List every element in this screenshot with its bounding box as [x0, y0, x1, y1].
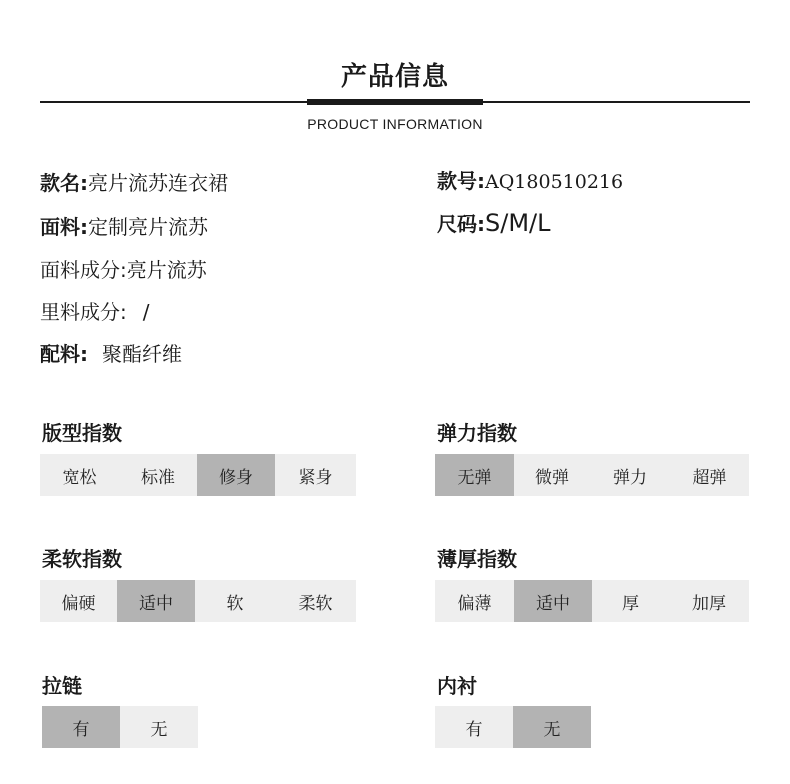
softness-index-title: 柔软指数 — [42, 547, 122, 571]
lining-composition-value: / — [142, 300, 150, 324]
style-no-value: AQ180510216 — [485, 171, 624, 193]
fit-option-tight: 紧身 — [275, 454, 356, 496]
lining-composition-label: 里料成分: — [40, 300, 127, 324]
fabric-label: 面料: — [40, 215, 88, 239]
softness-option-very-soft: 柔软 — [275, 580, 356, 622]
lining-composition-row — [40, 296, 150, 325]
thickness-option-medium: 适中 — [514, 580, 592, 622]
page-title: 产品信息 — [340, 62, 449, 92]
softness-index-scale — [40, 580, 356, 622]
fabric-value: 定制亮片流苏 — [88, 215, 208, 239]
fabric-composition-value: 亮片流苏 — [126, 258, 207, 282]
fit-option-loose: 宽松 — [40, 454, 119, 496]
style-name-value: 亮片流苏连衣裙 — [88, 171, 228, 195]
size-row — [437, 208, 550, 237]
fit-option-slim: 修身 — [197, 454, 275, 496]
fabric-composition-row — [40, 254, 207, 283]
lining-scale — [435, 706, 591, 748]
elasticity-index-title: 弹力指数 — [437, 421, 517, 445]
lining-title: 内衬 — [437, 674, 477, 698]
thickness-option-extra-thick: 加厚 — [669, 580, 749, 622]
elasticity-option-slight: 微弹 — [514, 454, 590, 496]
zipper-option-no: 无 — [120, 706, 198, 748]
elasticity-index-scale — [435, 454, 749, 496]
thickness-index-scale — [435, 580, 749, 622]
fit-index-title: 版型指数 — [42, 421, 122, 445]
title-underline-accent — [307, 99, 483, 105]
elasticity-option-super: 超弹 — [670, 454, 749, 496]
fit-index-scale — [40, 454, 356, 496]
size-value: S/M/L — [485, 209, 551, 237]
accessory-label: 配料: — [40, 342, 88, 366]
zipper-title: 拉链 — [42, 674, 82, 698]
thickness-option-thick: 厚 — [592, 580, 669, 622]
lining-option-yes: 有 — [435, 706, 513, 748]
elasticity-option-none: 无弹 — [435, 454, 514, 496]
size-label: 尺码: — [437, 212, 485, 236]
fit-option-standard: 标准 — [119, 454, 197, 496]
style-no-label: 款号: — [437, 169, 485, 193]
fabric-composition-label: 面料成分: — [40, 258, 127, 282]
elasticity-option-stretch: 弹力 — [590, 454, 670, 496]
thickness-index-title: 薄厚指数 — [437, 547, 517, 571]
style-name-row — [40, 167, 228, 196]
page-subtitle: PRODUCT INFORMATION — [307, 116, 483, 132]
fabric-row — [40, 211, 208, 240]
softness-option-hard: 偏硬 — [40, 580, 117, 622]
accessory-value: 聚酯纤维 — [102, 342, 182, 366]
style-name-label: 款名: — [40, 171, 88, 195]
lining-option-no: 无 — [513, 706, 591, 748]
thickness-option-thin: 偏薄 — [435, 580, 514, 622]
style-no-row — [437, 165, 623, 194]
softness-option-medium: 适中 — [117, 580, 195, 622]
zipper-scale — [42, 706, 198, 748]
accessory-row — [40, 338, 182, 367]
softness-option-soft: 软 — [195, 580, 275, 622]
zipper-option-yes: 有 — [42, 706, 120, 748]
